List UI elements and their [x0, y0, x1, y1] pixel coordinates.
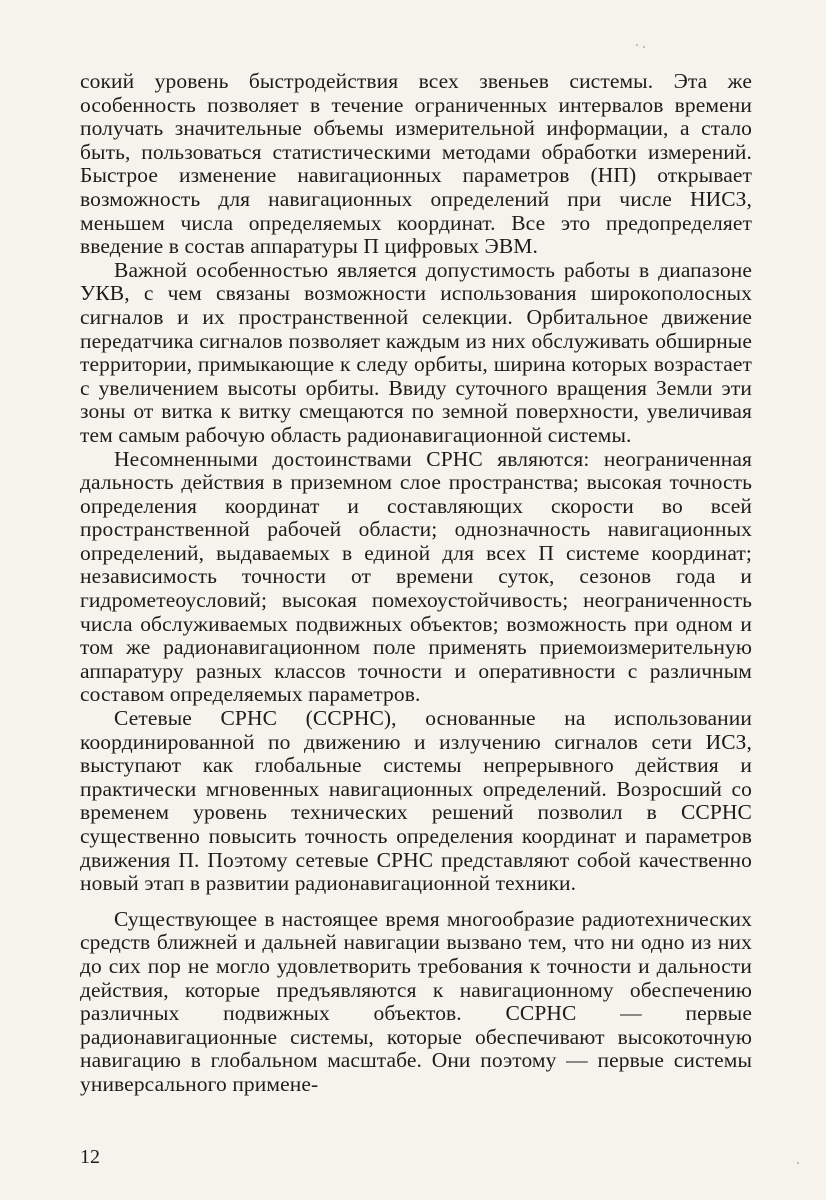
paragraph: Несомненными достоинствами СРНС являются: неограниченная дальность действия в приземном слое пространства; высокая точность определения координат и составляющих скорости во всей пространственной рабочей области; однозначность навигационных определений, выдаваемых в единой для всех П системе координат; независимость точности от времени суток, сезонов года и гидрометеоусловий; высокая помехоустойчивость; неограниченность числа обслуживаемых подвижных объектов; возможность при одном и том же радионавигационном поле применять приемоизмерительную аппаратуру разных классов точности и оперативности с различным составом определяемых параметров. [80, 446, 752, 707]
page-text-body [80, 70, 752, 1097]
scan-speck [643, 46, 645, 48]
paragraph: Существующее в настоящее время многообразие радиотехнических средств ближней и дальней навигации вызвано тем, что ни одно из них до сих пор не могло удовлетворить требования к точности и дальности действия, которые предъявляются к навигационному обеспечению различных подвижных объектов. ССРНС — первые радионавигационные системы, которые обеспечивают высокоточную навигацию в глобальном масштабе. Они поэтому — первые системы универсального примене- [80, 906, 752, 1096]
scan-speck [636, 44, 638, 46]
paragraph: Сетевые СРНС (ССРНС), основанные на использовании координированной по движению и излучению сигналов сети ИСЗ, выступают как глобальные системы непрерывного действия и практически мгновенных навигационных определений. Возросший со временем уровень технических решений позволил в ССРНС существенно повысить точность определения координат и параметров движения П. Поэтому сетевые СРНС представляют собой качественно новый этап в развитии радионавигационной техники. [80, 706, 752, 896]
paragraph: сокий уровень быстродействия всех звеньев системы. Эта же особенность позволяет в течение ограниченных интервалов времени получать значительные объемы измерительной информации, а стало быть, пользоваться статистическими методами обработки измерений. Быстрое изменение навигационных параметров (НП) открывает возможность для навигационных определений при числе НИСЗ, меньшем числа определяемых координат. Все это предопределяет введение в состав аппаратуры П цифровых ЭВМ. [80, 69, 752, 259]
scan-speck [797, 1162, 799, 1164]
paragraph: Важной особенностью является допустимость работы в диапазоне УКВ, с чем связаны возможности использования широкополосных сигналов и их пространственной селекции. Орбитальное движение передатчика сигналов позволяет каждым из них обслуживать обширные территории, примыкающие к следу орбиты, ширина которых возрастает с увеличением высоты орбиты. Ввиду суточного вращения Земли эти зоны от витка к витку смещаются по земной поверхности, увеличивая тем самым рабочую область радионавигационной системы. [80, 257, 752, 447]
page-number: 12 [80, 1146, 100, 1168]
